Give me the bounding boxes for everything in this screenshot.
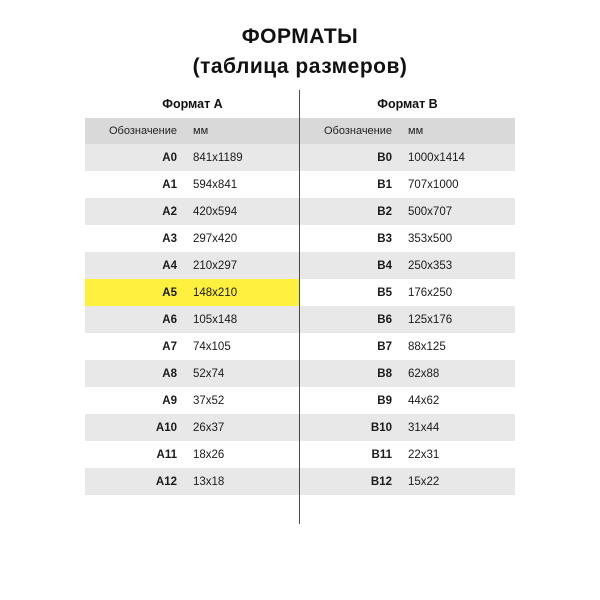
cell-code-a: A6 [85,306,185,333]
cell-size-a: 37x52 [185,387,300,414]
header-code-b: Обозначение [300,118,400,144]
cell-size-a: 148x210 [185,279,300,306]
cell-size-b: 125x176 [400,306,515,333]
formats-table [85,90,515,495]
cell-code-a: A4 [85,252,185,279]
table-row [85,387,515,414]
column-group-divider [299,90,300,524]
cell-size-a: 420x594 [185,198,300,225]
cell-size-b: 250x353 [400,252,515,279]
table-row [85,333,515,360]
table-body [85,90,515,495]
cell-size-b: 88x125 [400,333,515,360]
cell-code-b: B7 [300,333,400,360]
header-size-b: мм [400,118,515,144]
cell-size-b: 62x88 [400,360,515,387]
cell-code-a: A10 [85,414,185,441]
cell-size-b: 31x44 [400,414,515,441]
table-row [85,252,515,279]
cell-code-a: A5 [85,279,185,306]
cell-size-a: 52x74 [185,360,300,387]
cell-size-b: 15x22 [400,468,515,495]
formats-table-container [85,90,515,495]
column-header-row [85,118,515,144]
cell-code-b: B0 [300,144,400,171]
table-row [85,198,515,225]
cell-size-b: 22x31 [400,441,515,468]
cell-code-a: A7 [85,333,185,360]
cell-code-b: B11 [300,441,400,468]
group-heading-row [85,90,515,118]
cell-size-a: 594x841 [185,171,300,198]
table-row [85,468,515,495]
cell-size-b: 500x707 [400,198,515,225]
cell-size-a: 74x105 [185,333,300,360]
cell-code-a: A8 [85,360,185,387]
cell-code-b: B8 [300,360,400,387]
document-title [0,0,600,82]
table-row [85,306,515,333]
cell-code-b: B5 [300,279,400,306]
cell-size-b: 176x250 [400,279,515,306]
group-heading-a: Формат А [85,90,300,118]
table-row [85,360,515,387]
table-row [85,171,515,198]
cell-code-a: A3 [85,225,185,252]
header-size-a: мм [185,118,300,144]
cell-code-b: B10 [300,414,400,441]
cell-code-a: A0 [85,144,185,171]
cell-size-b: 44x62 [400,387,515,414]
table-row [85,441,515,468]
table-row [85,225,515,252]
title-line-2: (таблица размеров) [192,55,408,78]
cell-code-b: B12 [300,468,400,495]
cell-code-b: B4 [300,252,400,279]
table-row [85,279,515,306]
table-row [85,414,515,441]
cell-size-b: 1000x1414 [400,144,515,171]
cell-code-b: B6 [300,306,400,333]
cell-size-a: 297x420 [185,225,300,252]
header-code-a: Обозначение [85,118,185,144]
cell-code-b: B3 [300,225,400,252]
cell-size-a: 105x148 [185,306,300,333]
title-line-1: ФОРМАТЫ [241,25,359,48]
cell-code-b: B2 [300,198,400,225]
cell-code-a: A11 [85,441,185,468]
cell-code-a: A1 [85,171,185,198]
cell-size-b: 707x1000 [400,171,515,198]
cell-size-b: 353x500 [400,225,515,252]
cell-size-a: 841x1189 [185,144,300,171]
cell-code-b: B1 [300,171,400,198]
cell-code-b: B9 [300,387,400,414]
group-heading-b: Формат B [300,90,515,118]
cell-code-a: A2 [85,198,185,225]
cell-size-a: 210x297 [185,252,300,279]
cell-size-a: 26x37 [185,414,300,441]
table-row [85,144,515,171]
cell-code-a: A12 [85,468,185,495]
cell-size-a: 13x18 [185,468,300,495]
cell-size-a: 18x26 [185,441,300,468]
cell-code-a: A9 [85,387,185,414]
